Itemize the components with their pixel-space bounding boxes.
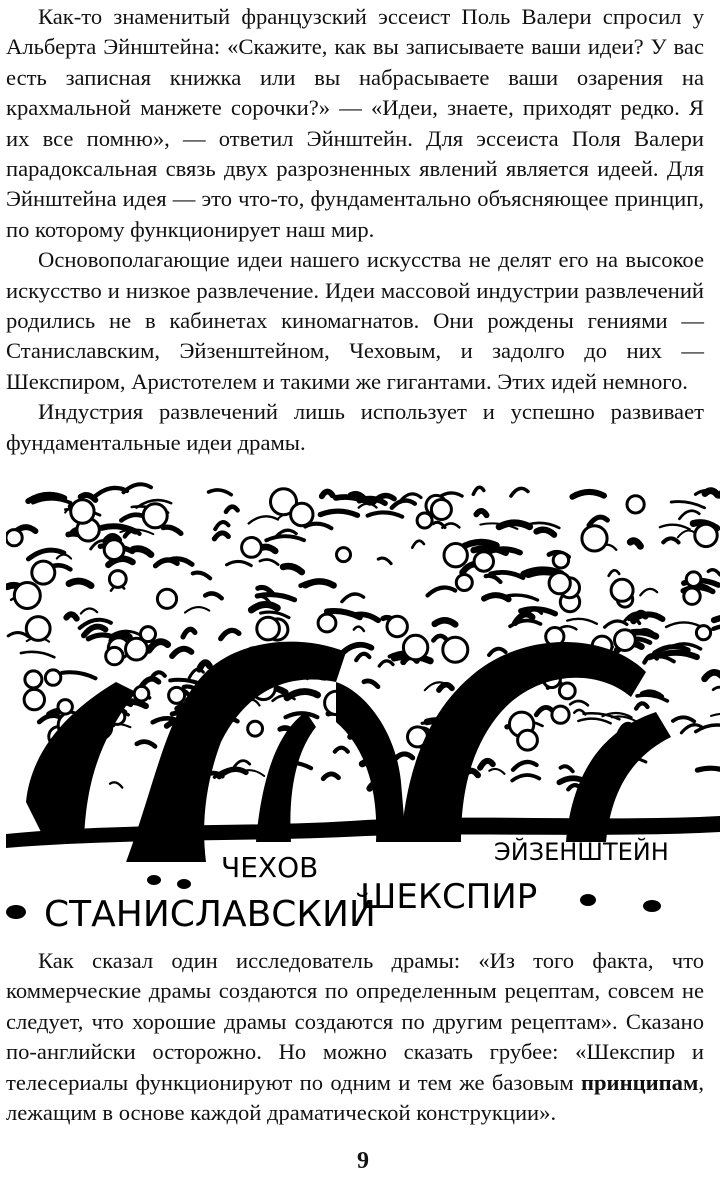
text-block-bottom <box>6 946 704 1128</box>
trees-illustration <box>6 482 720 937</box>
text-block-top <box>6 2 704 458</box>
paragraph-4 <box>6 946 704 1128</box>
label-chekhov: ЧЕХОВ <box>221 851 319 884</box>
label-stanislavsky: СТАНИСЛАВСКИЙ <box>44 894 376 935</box>
paragraph-2: Основополагающие идеи нашего искусства не делят его на высокое искусство и низкое развлечение. Идеи массовой индустрии развлечений родились не в кабинетах киномагнатов. Они рождены гениями — Станиславским, Эйзенштейном, Чеховым, и задолго до них — Шекспиром, Аристотелем и такими же гигантами. Этих идей немного. <box>6 247 704 394</box>
paragraph-3: Индустрия развлечений лишь использует и успешно развивает фундаментальные идеи драмы. <box>6 399 704 455</box>
page-number: 9 <box>357 1148 369 1174</box>
paragraph-4-bold: принципам <box>580 1069 699 1095</box>
paragraph-4-text: Как сказал один исследователь драмы: «Из того факта, что коммерческие драмы создаются по определенным рецептам, совсем не следует, что хорошие драмы создаются по другим рецептам». Сказано по-английски осторожно. Но можно сказать грубее: «Шекспир и телесериалы функционируют по одним и тем же базовым <box>6 948 704 1095</box>
label-eisenstein: ЭЙЗЕНШТЕЙН <box>494 838 669 866</box>
paragraph-1: Как-то знаменитый французский эссеист Поль Валери спросил у Альберта Эйнштейна: «Скажите, как вы записываете ваши идеи? У вас есть записная книжка или вы набрасываете ваши озарения на крахмальной манжете сорочки?» — «Идеи, знаете, приходят редко. Я их все помню», — ответил Эйнштейн. Для эссеиста Поля Валери парадоксальная связь двух разрозненных явлений является идеей. Для Эйнштейна идея — это что-то, фундаментально объясняющее принцип, по которому функционирует наш мир. <box>6 4 704 242</box>
paragraph-4-end: , лежащим в основе каждой драматической конструкции». <box>6 1069 704 1126</box>
label-shakespeare: ШЕКСПИР <box>360 877 538 917</box>
